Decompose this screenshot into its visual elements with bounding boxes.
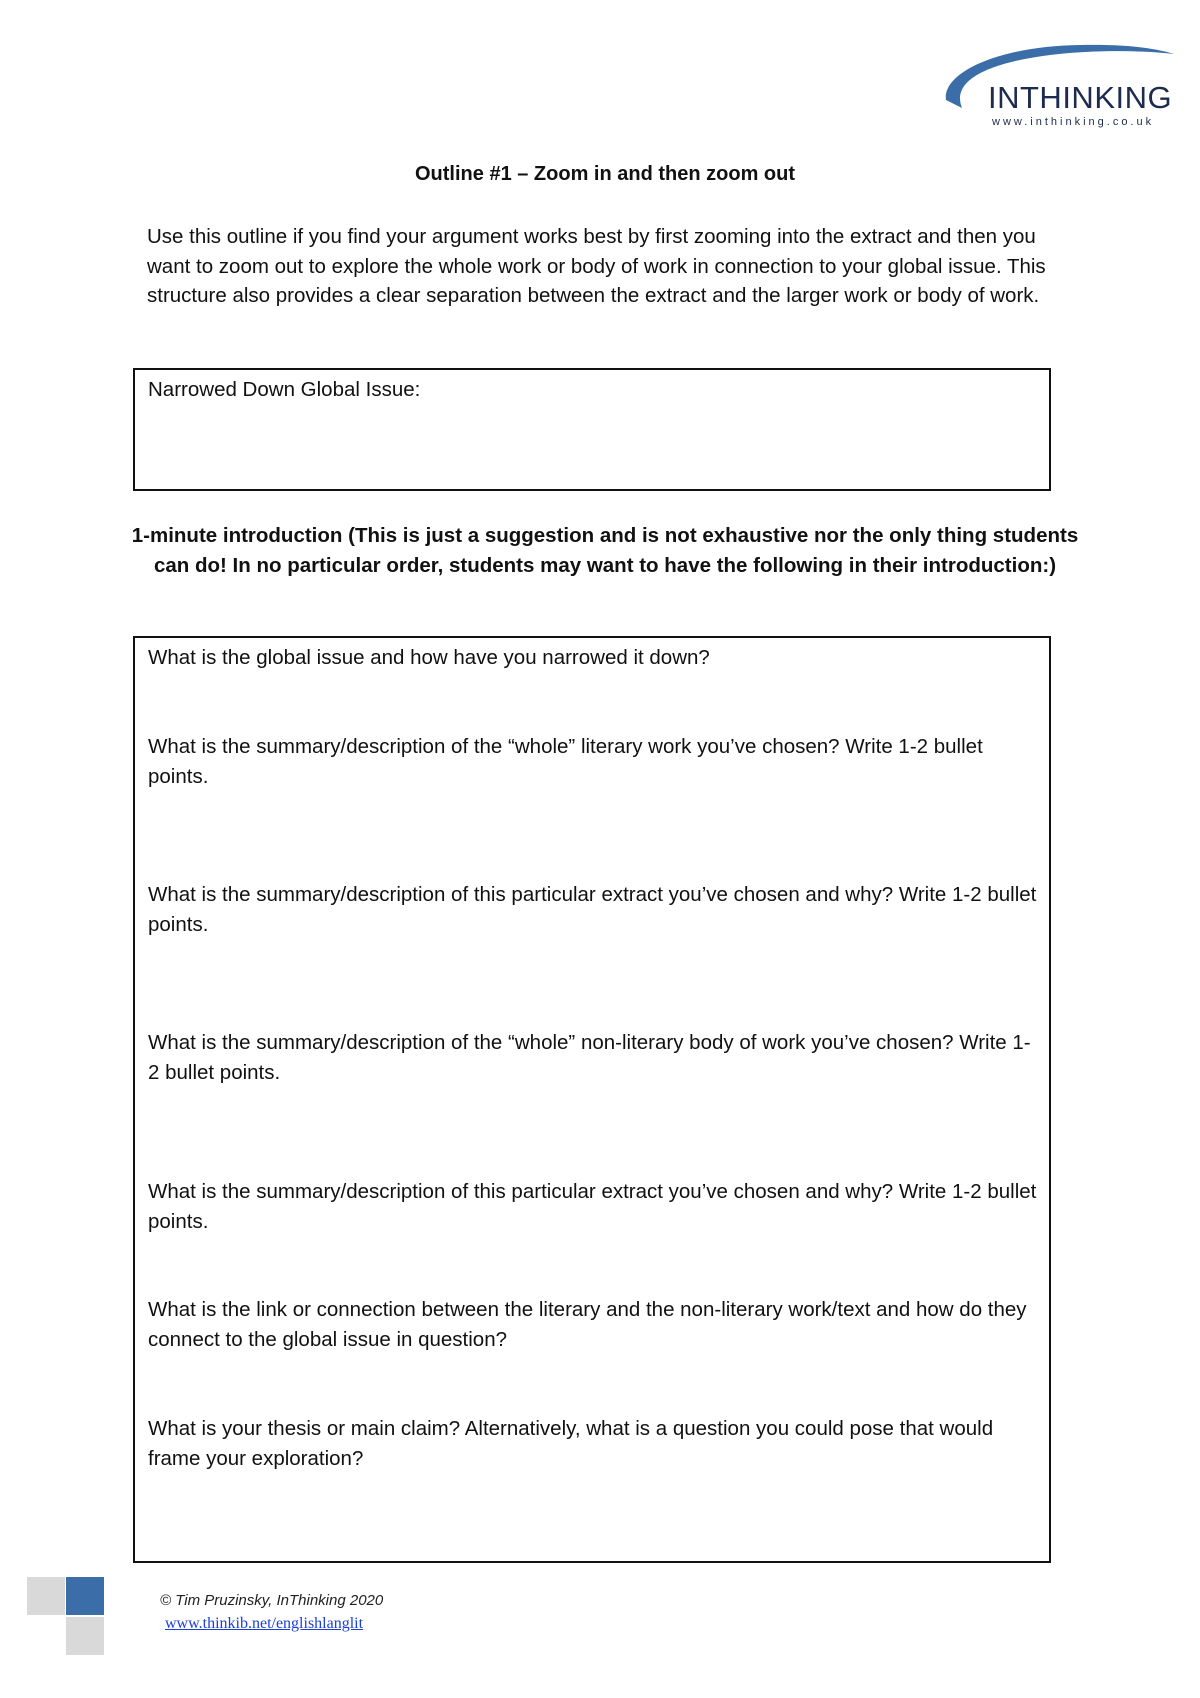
global-issue-label: Narrowed Down Global Issue: <box>148 378 421 401</box>
footer-link[interactable]: www.thinkib.net/englishlanglit <box>165 1615 364 1632</box>
question-item: What is the summary/description of this particular extract you’ve chosen and why? Write 1-2 bullet points. <box>148 883 1037 936</box>
logo-wordmark: INTHINKING <box>988 80 1173 115</box>
question-item: What is the link or connection between the literary and the non-literary work/text and how do they connect to the global issue in question? <box>148 1298 1027 1351</box>
question-item: What is your thesis or main claim? Alternatively, what is a question you could pose that would frame your exploration? <box>148 1417 994 1470</box>
footer-square-blue <box>66 1577 104 1615</box>
inthinking-logo <box>940 42 1175 134</box>
question-item: What is the summary/description of the “whole” literary work you’ve chosen? Write 1-2 bullet points. <box>148 735 983 788</box>
footer-square-grey <box>66 1617 104 1655</box>
footer-copyright: © Tim Pruzinsky, InThinking 2020 <box>160 1592 384 1609</box>
question-item: What is the summary/description of the “whole” non-literary body of work you’ve chosen? Write 1-2 bullet points. <box>148 1031 1031 1084</box>
intro-paragraph: Use this outline if you find your argument works best by first zooming into the extract and then you want to zoom out to explore the whole work or body of work in connection to your global issue. This structure also provides a clear separation between the extract and the larger work or body of work. <box>147 225 1046 307</box>
logo-url: www.inthinking.co.uk <box>992 116 1155 128</box>
question-item: What is the global issue and how have you narrowed it down? <box>148 646 710 669</box>
introduction-subheading: 1-minute introduction (This is just a suggestion and is not exhaustive nor the only thing students can do! In no particular order, students may want to have the following in their introduction:) <box>131 524 1079 577</box>
page-title: Outline #1 – Zoom in and then zoom out <box>415 163 795 185</box>
introduction-questions-box[interactable] <box>133 636 1051 1563</box>
question-item: What is the summary/description of this particular extract you’ve chosen and why? Write 1-2 bullet points. <box>148 1180 1037 1233</box>
global-issue-box[interactable] <box>133 368 1051 491</box>
footer-square-grey <box>27 1577 65 1615</box>
